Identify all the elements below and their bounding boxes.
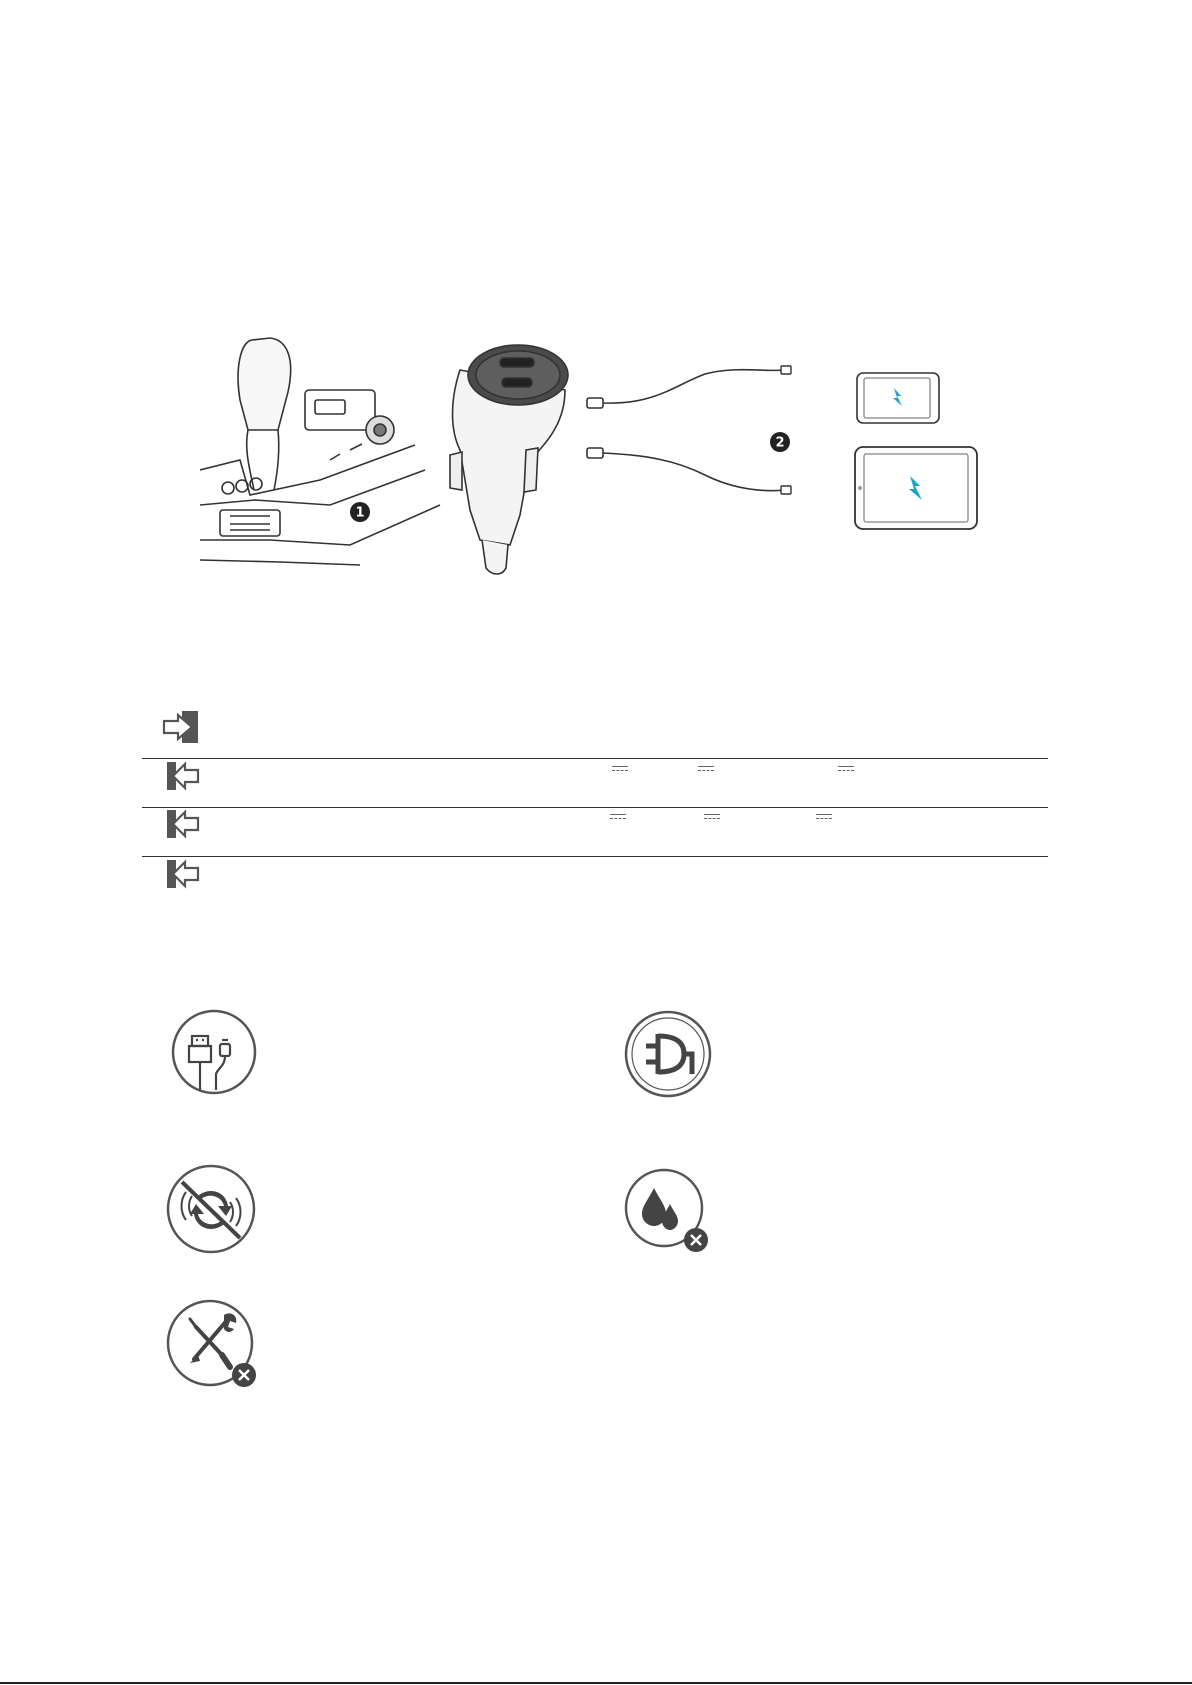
car-charger-illustration [440,340,590,580]
table-divider [142,856,1048,857]
dc-symbol [698,766,714,772]
power-plug-icon [622,1008,714,1100]
step-2-marker [768,430,792,454]
product-illustration [200,330,990,600]
usb-cable-icon [170,1008,258,1096]
dc-symbol [612,766,628,772]
input-arrow-icon [162,710,202,744]
tablet-illustration [854,446,978,530]
table-divider [142,758,1048,759]
step-1-label: 1 [355,505,365,521]
no-liquid-icon [622,1166,714,1258]
page-bottom-border [0,1682,1192,1684]
no-disassembly-icon [164,1297,264,1391]
table-divider [142,807,1048,808]
output-arrow-icon [166,808,202,840]
no-impact-icon [164,1162,258,1256]
dc-symbol [816,814,832,820]
step-2-label: 2 [775,435,785,451]
dc-symbol [704,814,720,820]
cables-illustration [585,360,795,510]
output-arrow-icon [166,760,202,792]
phone-illustration [856,372,940,424]
car-console-illustration [200,330,445,590]
dc-symbol [838,766,854,772]
dc-symbol [610,814,626,820]
output-arrow-icon [166,858,202,890]
step-1-marker [348,500,372,524]
